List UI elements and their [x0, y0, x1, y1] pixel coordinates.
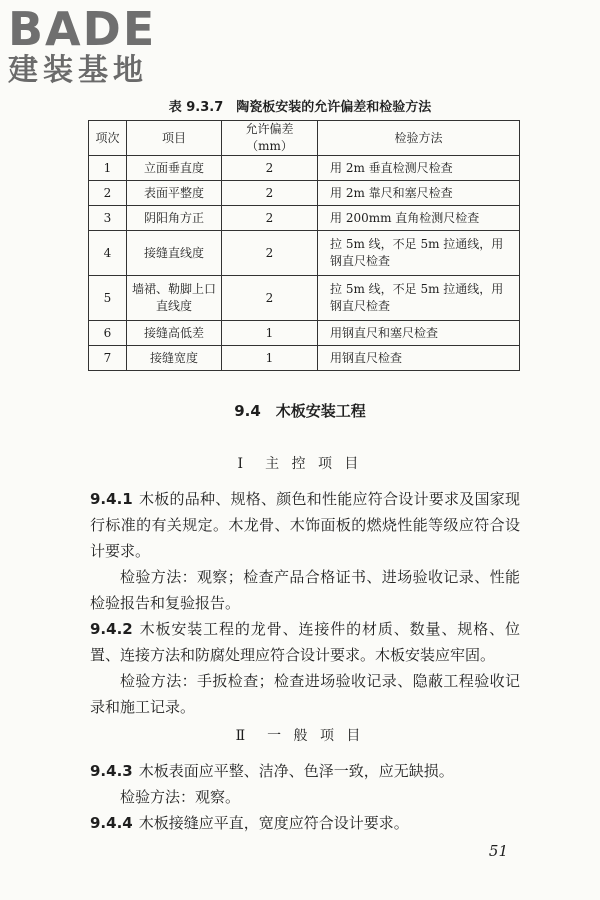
- cell-no: 5: [89, 276, 127, 321]
- clause-9-4-1-method: 检验方法：观察；检查产品合格证书、进场验收记录、性能检验报告和复验报告。: [90, 568, 520, 612]
- clause-number: 9.4.4: [90, 814, 133, 832]
- cell-no: 7: [89, 346, 127, 371]
- cell-item: 接缝宽度: [127, 346, 222, 371]
- cell-tolerance: 2: [222, 231, 318, 276]
- cell-method: 拉 5m 线，不足 5m 拉通线，用钢直尺检查: [318, 276, 520, 321]
- clause-9-4-3-method: 检验方法：观察。: [120, 788, 241, 806]
- header-method: 检验方法: [318, 121, 520, 156]
- table-header-row: [89, 121, 520, 156]
- logo-text: BADE: [8, 2, 157, 56]
- table-row: [89, 206, 520, 231]
- clause-number: 9.4.2: [90, 620, 133, 638]
- clause-9-4-3: [90, 758, 520, 784]
- cell-no: 1: [89, 156, 127, 181]
- cell-tolerance: 2: [222, 206, 318, 231]
- table-row: [89, 346, 520, 371]
- logo-subtext: 建装基地: [8, 53, 148, 88]
- cell-method: 用 200mm 直角检测尺检查: [318, 206, 520, 231]
- cell-item: 表面平整度: [127, 181, 222, 206]
- cell-no: 4: [89, 231, 127, 276]
- cell-no: 3: [89, 206, 127, 231]
- table-row: [89, 231, 520, 276]
- clause-text: 木板安装工程的龙骨、连接件的材质、数量、规格、位置、连接方法和防腐处理应符合设计要求。木板安装应牢固。: [90, 620, 520, 664]
- header-tolerance: 允许偏差（mm）: [222, 121, 318, 156]
- section-title: 9.4 木板安装工程: [234, 402, 366, 420]
- watermark-logo: [8, 4, 183, 88]
- cell-no: 6: [89, 321, 127, 346]
- cell-tolerance: 2: [222, 276, 318, 321]
- table-row: [89, 156, 520, 181]
- clause-9-4-2: [90, 616, 520, 668]
- cell-no: 2: [89, 181, 127, 206]
- cell-tolerance: 1: [222, 321, 318, 346]
- clause-text: 木板接缝应平直，宽度应符合设计要求。: [138, 814, 409, 832]
- clause-number: 9.4.3: [90, 762, 133, 780]
- main-items-title: Ⅰ 主 控 项 目: [237, 456, 363, 472]
- cell-method: 用 2m 靠尺和塞尺检查: [318, 181, 520, 206]
- clause-number: 9.4.1: [90, 490, 133, 508]
- cell-method: 拉 5m 线，不足 5m 拉通线，用钢直尺检查: [318, 231, 520, 276]
- page-number: 51: [488, 842, 508, 860]
- cell-item: 立面垂直度: [127, 156, 222, 181]
- clause-text: 木板表面应平整、洁净、色泽一致，应无缺损。: [138, 762, 454, 780]
- general-items-title: Ⅱ 一 般 项 目: [235, 728, 365, 744]
- cell-method: 用钢直尺和塞尺检查: [318, 321, 520, 346]
- cell-tolerance: 2: [222, 181, 318, 206]
- cell-item: 接缝高低差: [127, 321, 222, 346]
- table-title: 表 9.3.7 陶瓷板安装的允许偏差和检验方法: [168, 100, 432, 115]
- header-no: 项次: [89, 121, 127, 156]
- cell-method: 用 2m 垂直检测尺检查: [318, 156, 520, 181]
- cell-tolerance: 1: [222, 346, 318, 371]
- clause-9-4-1: [90, 486, 520, 564]
- table-row: [89, 321, 520, 346]
- clause-text: 木板的品种、规格、颜色和性能应符合设计要求及国家现行标准的有关规定。木龙骨、木饰面板的燃烧性能等级应符合设计要求。: [90, 490, 520, 560]
- cell-tolerance: 2: [222, 156, 318, 181]
- tolerance-table: [88, 120, 520, 371]
- cell-item: 接缝直线度: [127, 231, 222, 276]
- cell-method: 用钢直尺检查: [318, 346, 520, 371]
- table-row: [89, 181, 520, 206]
- clause-9-4-2-method: 检验方法：手扳检查；检查进场验收记录、隐蔽工程验收记录和施工记录。: [90, 672, 520, 716]
- cell-item: 阴阳角方正: [127, 206, 222, 231]
- header-item: 项目: [127, 121, 222, 156]
- clause-9-4-4: [90, 810, 520, 836]
- table-row: [89, 276, 520, 321]
- cell-item: 墙裙、勒脚上口直线度: [127, 276, 222, 321]
